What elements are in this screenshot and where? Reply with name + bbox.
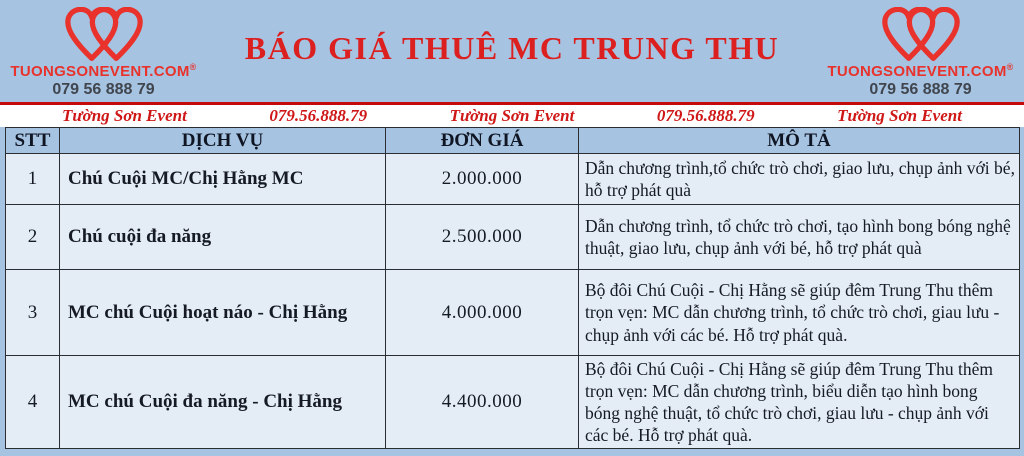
cell-service: Chú cuội đa năng [60, 205, 386, 270]
table-row [6, 154, 1020, 205]
header [0, 0, 1024, 102]
price-table-body [6, 154, 1020, 449]
page-title: BÁO GIÁ THUÊ MC TRUNG THU [244, 30, 780, 66]
strip-phone-text: 079.56.888.79 [269, 106, 368, 125]
cell-stt: 4 [6, 356, 60, 449]
brand-left [0, 0, 207, 99]
strip-brand-text: Tường Sơn Event [837, 106, 962, 125]
price-table [5, 127, 1020, 449]
cell-description: Dẫn chương trình,tổ chức trò chơi, giao lưu, chụp ảnh với bé, hỗ trợ phát quà [579, 154, 1020, 205]
cell-service: Chú Cuội MC/Chị Hằng MC [60, 154, 386, 205]
cell-description: Dẫn chương trình, tổ chức trò chơi, tạo hình bong bóng nghệ thuật, giao lưu, chụp ảnh với bé, hỗ trợ phát quà [579, 205, 1020, 270]
table-row [6, 205, 1020, 270]
brand-website [0, 63, 207, 80]
registered-mark: ® [1006, 62, 1014, 72]
brand-website [817, 63, 1024, 80]
cell-service: MC chú Cuội đa năng - Chị Hằng [60, 356, 386, 449]
cell-price: 4.000.000 [386, 270, 579, 356]
brand-website-text: TUONGSONEVENT.COM [10, 63, 190, 80]
table-row [6, 270, 1020, 356]
strip-brand-text: Tường Sơn Event [62, 106, 187, 125]
cell-price: 2.000.000 [386, 154, 579, 205]
brand-right [817, 0, 1024, 99]
header-stt: STT [6, 128, 60, 154]
cell-service: MC chú Cuội hoạt náo - Chị Hằng [60, 270, 386, 356]
cell-stt: 1 [6, 154, 60, 205]
cell-price: 2.500.000 [386, 205, 579, 270]
strip-phone-text: 079.56.888.79 [656, 106, 755, 125]
brand-phone: 079 56 888 79 [52, 80, 155, 98]
header-description: MÔ TẢ [579, 128, 1020, 154]
cell-stt: 2 [6, 205, 60, 270]
cell-description: Bộ đôi Chú Cuội - Chị Hằng sẽ giúp đêm Trung Thu thêm trọn vẹn: MC dẫn chương trình, tổ chức trò chơi, giau lưu - chụp ảnh với các bé. Hỗ trợ phát quà. [579, 270, 1020, 356]
cell-stt: 3 [6, 270, 60, 356]
brand-strip [0, 102, 1024, 127]
registered-mark: ® [189, 62, 197, 72]
brand-phone: 079 56 888 79 [869, 80, 972, 98]
double-heart-logo-icon [56, 7, 152, 63]
cell-description: Bộ đôi Chú Cuội - Chị Hằng sẽ giúp đêm Trung Thu thêm trọn vẹn: MC dẫn chương trình, biểu diễn tạo hình bong bóng nghệ thuật, tổ chức trò chơi, giau lưu - chụp ảnh với các bé. Hỗ trợ phát quà. [579, 356, 1020, 449]
header-price: ĐƠN GIÁ [386, 128, 579, 154]
double-heart-logo-icon [873, 7, 969, 63]
table-row [6, 356, 1020, 449]
brand-website-text: TUONGSONEVENT.COM [827, 63, 1007, 80]
price-table-header [6, 128, 1020, 154]
header-row [6, 128, 1020, 154]
cell-price: 4.400.000 [386, 356, 579, 449]
strip-brand-text: Tường Sơn Event [449, 106, 575, 125]
header-service: DỊCH VỤ [60, 128, 386, 154]
